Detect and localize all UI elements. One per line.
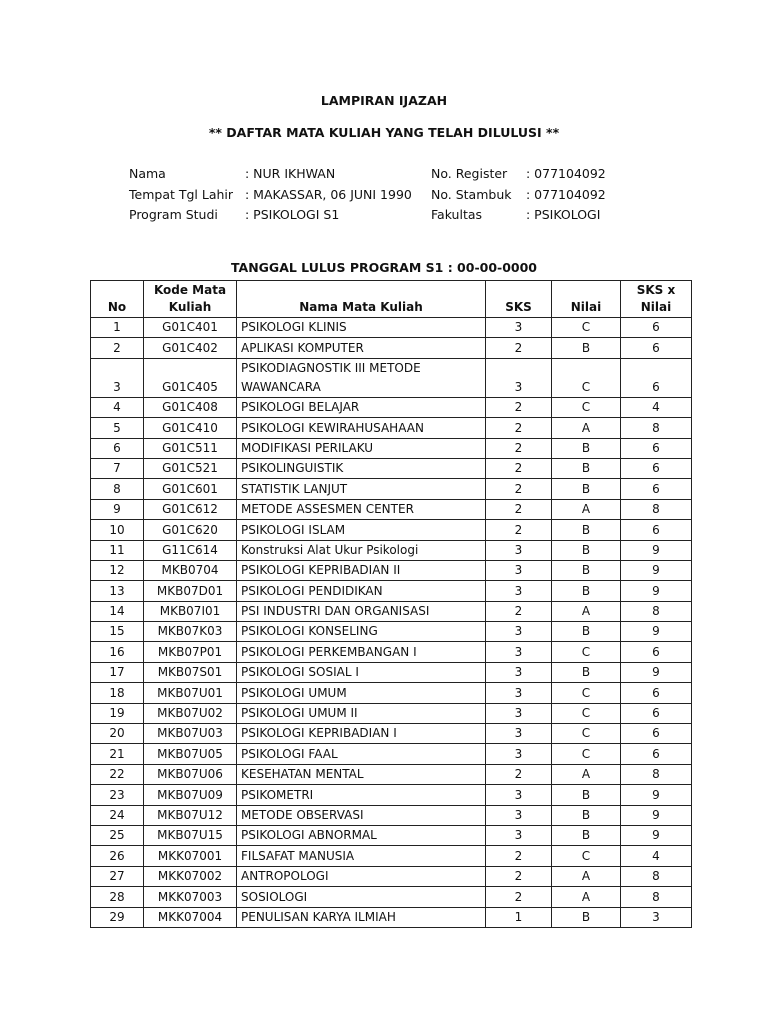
cell-nilai: B — [552, 825, 621, 845]
cell-no: 8 — [91, 479, 144, 499]
cell-no: 13 — [91, 581, 144, 601]
cell-kode: MKB07U02 — [144, 703, 237, 723]
cell-nama: PSIKOMETRI — [237, 785, 486, 805]
cell-sks-x-nilai: 6 — [621, 724, 692, 744]
cell-sks: 3 — [486, 358, 552, 397]
cell-kode: MKB07K03 — [144, 622, 237, 642]
cell-sks: 3 — [486, 560, 552, 580]
cell-kode: MKB07I01 — [144, 601, 237, 621]
cell-no: 5 — [91, 418, 144, 438]
cell-sks: 3 — [486, 662, 552, 682]
cell-nilai: B — [552, 540, 621, 560]
table-row — [91, 764, 692, 784]
cell-sks: 2 — [486, 866, 552, 886]
cell-kode: G01C521 — [144, 458, 237, 478]
cell-sks: 2 — [486, 479, 552, 499]
cell-sks-x-nilai: 6 — [621, 458, 692, 478]
cell-sks: 2 — [486, 846, 552, 866]
cell-sks: 2 — [486, 438, 552, 458]
cell-kode: G01C410 — [144, 418, 237, 438]
cell-kode: G01C620 — [144, 520, 237, 540]
cell-nama: METODE OBSERVASI — [237, 805, 486, 825]
nama-label: Nama — [129, 166, 166, 181]
cell-nilai: B — [552, 520, 621, 540]
cell-kode: MKK07004 — [144, 907, 237, 927]
cell-nilai: C — [552, 744, 621, 764]
cell-sks-x-nilai: 8 — [621, 887, 692, 907]
table-row — [91, 825, 692, 845]
table-row — [91, 581, 692, 601]
cell-nama: PSIKOLOGI KONSELING — [237, 622, 486, 642]
cell-nilai: B — [552, 479, 621, 499]
cell-sks: 2 — [486, 458, 552, 478]
cell-nama: MODIFIKASI PERILAKU — [237, 438, 486, 458]
table-row — [91, 846, 692, 866]
cell-nilai: C — [552, 318, 621, 338]
cell-sks-x-nilai: 9 — [621, 825, 692, 845]
cell-sks: 3 — [486, 805, 552, 825]
cell-nilai: C — [552, 846, 621, 866]
cell-no: 21 — [91, 744, 144, 764]
table-row — [91, 397, 692, 417]
cell-sks-x-nilai: 6 — [621, 642, 692, 662]
cell-sks-x-nilai: 9 — [621, 540, 692, 560]
cell-nilai: B — [552, 785, 621, 805]
header-nama: Nama Mata Kuliah — [237, 281, 486, 318]
cell-nama: PSIKOLOGI KEPRIBADIAN II — [237, 560, 486, 580]
table-row — [91, 540, 692, 560]
cell-nama: PSI INDUSTRI DAN ORGANISASI — [237, 601, 486, 621]
cell-sks-x-nilai: 9 — [621, 662, 692, 682]
table-row — [91, 744, 692, 764]
cell-nilai: A — [552, 887, 621, 907]
cell-nilai: A — [552, 866, 621, 886]
ttl-label: Tempat Tgl Lahir — [129, 187, 234, 202]
cell-nilai: C — [552, 683, 621, 703]
header-nilai: Nilai — [552, 281, 621, 318]
table-row — [91, 499, 692, 519]
cell-kode: G01C408 — [144, 397, 237, 417]
cell-kode: MKB07S01 — [144, 662, 237, 682]
cell-sks: 3 — [486, 703, 552, 723]
fakultas-value: : PSIKOLOGI — [526, 207, 601, 222]
cell-nilai: A — [552, 601, 621, 621]
table-row — [91, 642, 692, 662]
cell-sks: 3 — [486, 785, 552, 805]
cell-sks-x-nilai: 6 — [621, 683, 692, 703]
cell-kode: MKK07001 — [144, 846, 237, 866]
cell-no: 23 — [91, 785, 144, 805]
table-header-row — [91, 281, 692, 318]
cell-no: 10 — [91, 520, 144, 540]
cell-no: 7 — [91, 458, 144, 478]
cell-nama: PSIKOLOGI KEPRIBADIAN I — [237, 724, 486, 744]
cell-no: 25 — [91, 825, 144, 845]
cell-no: 4 — [91, 397, 144, 417]
table-row — [91, 438, 692, 458]
cell-nilai: B — [552, 458, 621, 478]
table-row — [91, 785, 692, 805]
cell-nama: SOSIOLOGI — [237, 887, 486, 907]
cell-sks-x-nilai: 8 — [621, 866, 692, 886]
cell-nilai: B — [552, 622, 621, 642]
table-row — [91, 318, 692, 338]
cell-kode: MKB0704 — [144, 560, 237, 580]
table-row — [91, 560, 692, 580]
cell-nilai: B — [552, 560, 621, 580]
cell-nama: PSIKOLINGUISTIK — [237, 458, 486, 478]
table-row — [91, 662, 692, 682]
cell-sks: 3 — [486, 318, 552, 338]
cell-no: 22 — [91, 764, 144, 784]
cell-sks-x-nilai: 6 — [621, 318, 692, 338]
cell-sks-x-nilai: 9 — [621, 560, 692, 580]
table-row — [91, 479, 692, 499]
cell-sks-x-nilai: 6 — [621, 358, 692, 397]
cell-nilai: C — [552, 397, 621, 417]
cell-sks-x-nilai: 9 — [621, 805, 692, 825]
cell-sks: 2 — [486, 764, 552, 784]
cell-kode: MKB07U05 — [144, 744, 237, 764]
cell-nama: PSIKOLOGI FAAL — [237, 744, 486, 764]
cell-no: 14 — [91, 601, 144, 621]
stambuk-label: No. Stambuk — [431, 187, 512, 202]
register-value: : 077104092 — [526, 166, 606, 181]
cell-kode: MKB07U15 — [144, 825, 237, 845]
cell-nilai: C — [552, 703, 621, 723]
cell-kode: MKB07U12 — [144, 805, 237, 825]
cell-nama: PSIKOLOGI PENDIDIKAN — [237, 581, 486, 601]
cell-no: 19 — [91, 703, 144, 723]
cell-sks: 3 — [486, 581, 552, 601]
cell-nama: PSIKOLOGI KLINIS — [237, 318, 486, 338]
cell-kode: MKB07U06 — [144, 764, 237, 784]
table-body — [91, 318, 692, 928]
document-title: LAMPIRAN IJAZAH — [320, 93, 448, 108]
cell-no: 9 — [91, 499, 144, 519]
cell-kode: MKB07P01 — [144, 642, 237, 662]
cell-nama: PSIKOLOGI ABNORMAL — [237, 825, 486, 845]
cell-no: 29 — [91, 907, 144, 927]
cell-sks-x-nilai: 4 — [621, 846, 692, 866]
register-label: No. Register — [431, 166, 508, 181]
cell-kode: MKK07002 — [144, 866, 237, 886]
table-row — [91, 458, 692, 478]
cell-no: 1 — [91, 318, 144, 338]
cell-nilai: B — [552, 907, 621, 927]
cell-nilai: A — [552, 418, 621, 438]
cell-nama: PSIKOLOGI UMUM II — [237, 703, 486, 723]
cell-no: 26 — [91, 846, 144, 866]
cell-sks: 2 — [486, 499, 552, 519]
cell-nilai: B — [552, 438, 621, 458]
cell-sks-x-nilai: 6 — [621, 744, 692, 764]
cell-nama: FILSAFAT MANUSIA — [237, 846, 486, 866]
cell-kode: MKB07U09 — [144, 785, 237, 805]
cell-nilai: B — [552, 581, 621, 601]
table-row — [91, 601, 692, 621]
cell-nilai: A — [552, 764, 621, 784]
document-subtitle: ** DAFTAR MATA KULIAH YANG TELAH DILULUSI ** — [208, 125, 560, 140]
cell-nama: PSIKOLOGI BELAJAR — [237, 397, 486, 417]
table-row — [91, 866, 692, 886]
cell-no: 3 — [91, 358, 144, 397]
cell-sks: 2 — [486, 338, 552, 358]
cell-nama: ANTROPOLOGI — [237, 866, 486, 886]
cell-no: 28 — [91, 887, 144, 907]
header-sks: SKS — [486, 281, 552, 318]
cell-no: 16 — [91, 642, 144, 662]
table-row — [91, 358, 692, 397]
cell-nama: APLIKASI KOMPUTER — [237, 338, 486, 358]
table-row — [91, 520, 692, 540]
cell-sks: 3 — [486, 540, 552, 560]
cell-nilai: B — [552, 805, 621, 825]
cell-sks-x-nilai: 6 — [621, 479, 692, 499]
cell-no: 24 — [91, 805, 144, 825]
nama-value: : NUR IKHWAN — [245, 166, 336, 181]
table-row — [91, 703, 692, 723]
cell-sks: 2 — [486, 397, 552, 417]
cell-sks-x-nilai: 6 — [621, 703, 692, 723]
cell-sks: 2 — [486, 418, 552, 438]
header-kode: Kode Mata Kuliah — [144, 281, 237, 318]
cell-no: 12 — [91, 560, 144, 580]
cell-kode: G01C612 — [144, 499, 237, 519]
cell-sks-x-nilai: 8 — [621, 499, 692, 519]
cell-kode: MKK07003 — [144, 887, 237, 907]
cell-sks-x-nilai: 9 — [621, 581, 692, 601]
cell-no: 15 — [91, 622, 144, 642]
table-row — [91, 338, 692, 358]
cell-nama: PSIKOLOGI PERKEMBANGAN I — [237, 642, 486, 662]
cell-sks-x-nilai: 6 — [621, 338, 692, 358]
table-row — [91, 887, 692, 907]
cell-sks-x-nilai: 4 — [621, 397, 692, 417]
cell-sks-x-nilai: 6 — [621, 520, 692, 540]
cell-sks: 2 — [486, 601, 552, 621]
cell-nilai: B — [552, 662, 621, 682]
cell-nama: PSIKOLOGI UMUM — [237, 683, 486, 703]
table-row — [91, 724, 692, 744]
cell-sks: 2 — [486, 520, 552, 540]
cell-nama: KESEHATAN MENTAL — [237, 764, 486, 784]
cell-nilai: C — [552, 642, 621, 662]
cell-nama: PSIKOLOGI SOSIAL I — [237, 662, 486, 682]
cell-kode: MKB07U01 — [144, 683, 237, 703]
cell-nama: PENULISAN KARYA ILMIAH — [237, 907, 486, 927]
cell-nilai: C — [552, 358, 621, 397]
cell-no: 2 — [91, 338, 144, 358]
cell-kode: G01C511 — [144, 438, 237, 458]
cell-nama: METODE ASSESMEN CENTER — [237, 499, 486, 519]
cell-sks-x-nilai: 9 — [621, 785, 692, 805]
graduation-date-title: TANGGAL LULUS PROGRAM S1 : 00-00-0000 — [230, 260, 538, 275]
cell-sks-x-nilai: 3 — [621, 907, 692, 927]
cell-sks: 3 — [486, 825, 552, 845]
header-sks-x-nilai: SKS x Nilai — [621, 281, 692, 318]
cell-no: 6 — [91, 438, 144, 458]
cell-no: 17 — [91, 662, 144, 682]
cell-kode: G01C402 — [144, 338, 237, 358]
cell-nama: STATISTIK LANJUT — [237, 479, 486, 499]
cell-sks-x-nilai: 6 — [621, 438, 692, 458]
cell-nama: Konstruksi Alat Ukur Psikologi — [237, 540, 486, 560]
cell-no: 11 — [91, 540, 144, 560]
grades-table — [90, 280, 692, 928]
cell-nilai: A — [552, 499, 621, 519]
cell-sks: 3 — [486, 744, 552, 764]
cell-sks-x-nilai: 8 — [621, 418, 692, 438]
cell-kode: G01C401 — [144, 318, 237, 338]
header-no: No — [91, 281, 144, 318]
table-row — [91, 622, 692, 642]
cell-kode: G01C405 — [144, 358, 237, 397]
cell-nama: PSIKODIAGNOSTIK III METODE WAWANCARA — [237, 358, 486, 397]
cell-kode: G01C601 — [144, 479, 237, 499]
table-row — [91, 683, 692, 703]
table-row — [91, 418, 692, 438]
cell-sks-x-nilai: 8 — [621, 601, 692, 621]
cell-sks: 3 — [486, 642, 552, 662]
cell-nilai: C — [552, 724, 621, 744]
cell-sks: 3 — [486, 622, 552, 642]
cell-sks: 2 — [486, 887, 552, 907]
prodi-value: : PSIKOLOGI S1 — [245, 207, 340, 222]
fakultas-label: Fakultas — [431, 207, 483, 222]
table-row — [91, 907, 692, 927]
prodi-label: Program Studi — [129, 207, 218, 222]
cell-sks-x-nilai: 9 — [621, 622, 692, 642]
cell-sks: 3 — [486, 724, 552, 744]
cell-nilai: B — [552, 338, 621, 358]
cell-no: 18 — [91, 683, 144, 703]
cell-kode: MKB07U03 — [144, 724, 237, 744]
cell-no: 20 — [91, 724, 144, 744]
cell-nama: PSIKOLOGI KEWIRAHUSAHAAN — [237, 418, 486, 438]
cell-kode: MKB07D01 — [144, 581, 237, 601]
ttl-value: : MAKASSAR, 06 JUNI 1990 — [245, 187, 412, 202]
cell-nama: PSIKOLOGI ISLAM — [237, 520, 486, 540]
cell-sks: 3 — [486, 683, 552, 703]
cell-no: 27 — [91, 866, 144, 886]
cell-kode: G11C614 — [144, 540, 237, 560]
table-row — [91, 805, 692, 825]
cell-sks-x-nilai: 8 — [621, 764, 692, 784]
cell-sks: 1 — [486, 907, 552, 927]
stambuk-value: : 077104092 — [526, 187, 606, 202]
